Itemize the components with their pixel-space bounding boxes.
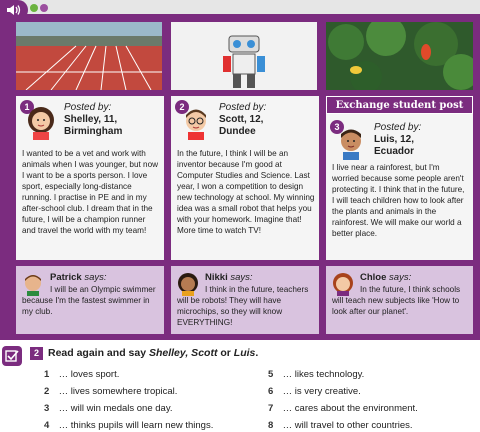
avatar [336, 126, 366, 160]
says-name: Nikki says: [205, 272, 253, 283]
exercise-number: 2 [30, 347, 43, 360]
list-item: 6 … is very creative. [268, 386, 361, 397]
post-luis [326, 96, 473, 260]
post-number: 2 [175, 100, 189, 114]
post-number: 1 [20, 100, 34, 114]
post-shelley [16, 96, 164, 260]
top-bar [0, 0, 480, 16]
purple-dot-icon [40, 4, 48, 12]
list-item: 5 … likes technology. [268, 369, 365, 380]
post-scott [171, 96, 319, 260]
list-item: 8 … will travel to other countries. [268, 420, 413, 431]
says-patrick [16, 266, 164, 334]
avatar [181, 106, 211, 140]
list-item: 4 … thinks pupils will learn new things. [44, 420, 214, 431]
checklist-icon [2, 346, 22, 366]
avatar [26, 106, 56, 140]
says-quote: I will be an Olympic swimmer because I'm the fastest swimmer in my club. [22, 285, 156, 316]
list-item: 7 … cares about the environment. [268, 403, 418, 414]
says-quote: I think in the future, teachers will be robots! They will have microchips, so they will know EVERYTHING! [177, 285, 309, 327]
running-track-photo [16, 22, 162, 90]
list-item: 1 … loves sport. [44, 369, 120, 380]
post-text: I live near a rainforest, but I'm worried because some people aren't protecting it. I think that in the future, I will teach children how to look after the plants and animals in the rainforest. We will make our world a better place. [332, 163, 465, 238]
list-item: 3 … will win medals one day. [44, 403, 173, 414]
says-name: Chloe says: [360, 272, 412, 283]
post-header: Posted by: Luis, 12, Ecuador [374, 122, 422, 157]
exercise-title: Read again and say Shelley, Scott or Luis. [48, 347, 259, 359]
says-name: Patrick says: [50, 272, 107, 283]
exchange-student-banner: Exchange student post [326, 96, 473, 114]
post-number: 3 [330, 120, 344, 134]
exercise-items-left [44, 366, 213, 432]
post-text: In the future, I think I will be an inventor because I'm good at Computer Studies and Science. Last year, I won a competition to design new technology at school. My winning idea was a small robot that helps you with your homework. Imagine that! More time to watch TV! [177, 149, 315, 235]
list-item: 2 … lives somewhere tropical. [44, 386, 178, 397]
green-dot-icon [30, 4, 38, 12]
exercise-items-right [268, 366, 418, 432]
rainforest-photo [326, 22, 473, 90]
says-chloe [326, 266, 473, 334]
post-header: Posted by: Scott, 12, Dundee [219, 102, 267, 137]
says-nikki [171, 266, 319, 334]
post-text: I wanted to be a vet and work with animals when I was younger, but now I want to be a sports person. I love sport, especially long-distance running. I practise in PE and in my after-school club. I dream that in the future, I will be a champion runner and travel the world with my team! [22, 149, 159, 235]
post-header: Posted by: Shelley, 11, Birmingham [64, 102, 123, 137]
audio-button[interactable] [0, 0, 28, 20]
robot-photo [171, 22, 317, 90]
speaker-icon [6, 3, 22, 17]
says-quote: In the future, I think schools will teach new subjects like 'How to look after our planet'. [332, 285, 461, 316]
